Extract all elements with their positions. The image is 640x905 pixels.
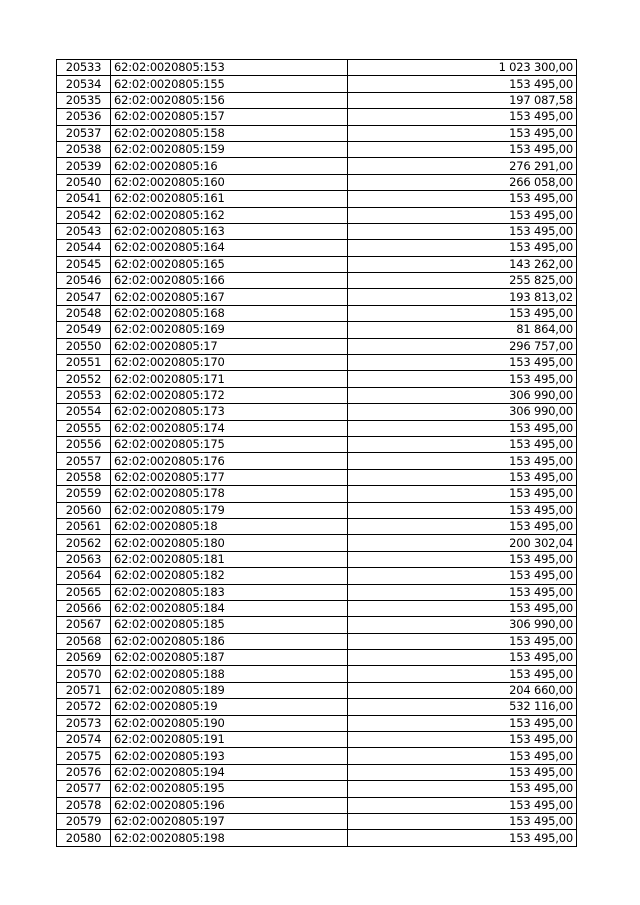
cadastral-number-cell: 62:02:0020805:195 [111,781,348,797]
table-row [57,813,577,829]
table-row [57,92,577,108]
cadastral-number-cell: 62:02:0020805:181 [111,551,348,567]
row-number-cell: 20562 [57,535,111,551]
cadastral-number-cell: 62:02:0020805:189 [111,682,348,698]
cadastral-number-cell: 62:02:0020805:171 [111,371,348,387]
table-row [57,764,577,780]
row-number-cell: 20534 [57,76,111,92]
table-row [57,781,577,797]
cadastral-value-cell: 193 813,02 [348,289,577,305]
cadastral-number-cell: 62:02:0020805:164 [111,240,348,256]
cadastral-value-cell: 153 495,00 [348,715,577,731]
cadastral-number-cell: 62:02:0020805:163 [111,223,348,239]
table-row [57,223,577,239]
cadastral-value-cell: 153 495,00 [348,797,577,813]
cadastral-value-cell: 153 495,00 [348,781,577,797]
table-row [57,174,577,190]
table-row [57,125,577,141]
cadastral-number-cell: 62:02:0020805:177 [111,469,348,485]
table-row [57,436,577,452]
row-number-cell: 20567 [57,617,111,633]
row-number-cell: 20547 [57,289,111,305]
cadastral-number-cell: 62:02:0020805:179 [111,502,348,518]
row-number-cell: 20538 [57,141,111,157]
cadastral-number-cell: 62:02:0020805:161 [111,191,348,207]
cadastral-value-cell: 153 495,00 [348,600,577,616]
cadastral-number-cell: 62:02:0020805:193 [111,748,348,764]
cadastral-value-cell: 153 495,00 [348,633,577,649]
row-number-cell: 20553 [57,387,111,403]
table-row [57,76,577,92]
row-number-cell: 20571 [57,682,111,698]
row-number-cell: 20568 [57,633,111,649]
cadastral-value-cell: 143 262,00 [348,256,577,272]
cadastral-number-cell: 62:02:0020805:18 [111,518,348,534]
cadastral-value-cell: 200 302,04 [348,535,577,551]
cadastral-value-cell: 153 495,00 [348,650,577,666]
table-row [57,355,577,371]
cadastral-value-cell: 204 660,00 [348,682,577,698]
cadastral-number-cell: 62:02:0020805:153 [111,60,348,76]
row-number-cell: 20554 [57,404,111,420]
row-number-cell: 20579 [57,813,111,829]
cadastral-number-cell: 62:02:0020805:185 [111,617,348,633]
table-row [57,469,577,485]
table-row [57,338,577,354]
cadastral-value-cell: 153 495,00 [348,223,577,239]
table-row [57,486,577,502]
cadastral-value-cell: 153 495,00 [348,125,577,141]
cadastral-value-cell: 153 495,00 [348,584,577,600]
row-number-cell: 20537 [57,125,111,141]
cadastral-value-cell: 153 495,00 [348,355,577,371]
row-number-cell: 20573 [57,715,111,731]
cadastral-value-cell: 296 757,00 [348,338,577,354]
table-row [57,158,577,174]
row-number-cell: 20543 [57,223,111,239]
cadastral-value-cell: 306 990,00 [348,617,577,633]
cadastral-value-cell: 306 990,00 [348,387,577,403]
cadastral-number-cell: 62:02:0020805:19 [111,699,348,715]
table-row [57,715,577,731]
table-row [57,633,577,649]
cadastral-number-cell: 62:02:0020805:182 [111,568,348,584]
cadastral-value-cell: 153 495,00 [348,568,577,584]
cadastral-number-cell: 62:02:0020805:187 [111,650,348,666]
table-row [57,535,577,551]
row-number-cell: 20561 [57,518,111,534]
row-number-cell: 20552 [57,371,111,387]
row-number-cell: 20569 [57,650,111,666]
row-number-cell: 20570 [57,666,111,682]
cadastral-value-cell: 153 495,00 [348,207,577,223]
row-number-cell: 20546 [57,273,111,289]
cadastral-value-cell: 153 495,00 [348,76,577,92]
table-row [57,551,577,567]
row-number-cell: 20576 [57,764,111,780]
row-number-cell: 20540 [57,174,111,190]
row-number-cell: 20558 [57,469,111,485]
cadastral-value-cell: 153 495,00 [348,518,577,534]
cadastral-number-cell: 62:02:0020805:191 [111,732,348,748]
cadastral-number-cell: 62:02:0020805:156 [111,92,348,108]
row-number-cell: 20548 [57,305,111,321]
row-number-cell: 20556 [57,436,111,452]
table-row [57,387,577,403]
cadastral-value-cell: 255 825,00 [348,273,577,289]
table-row [57,191,577,207]
table-row [57,256,577,272]
row-number-cell: 20545 [57,256,111,272]
row-number-cell: 20577 [57,781,111,797]
table-row [57,453,577,469]
cadastral-number-cell: 62:02:0020805:159 [111,141,348,157]
table-row [57,404,577,420]
cadastral-number-cell: 62:02:0020805:176 [111,453,348,469]
cadastral-value-cell: 153 495,00 [348,551,577,567]
row-number-cell: 20542 [57,207,111,223]
cadastral-number-cell: 62:02:0020805:178 [111,486,348,502]
cadastral-value-cell: 153 495,00 [348,109,577,125]
cadastral-number-cell: 62:02:0020805:157 [111,109,348,125]
cadastral-number-cell: 62:02:0020805:198 [111,830,348,846]
row-number-cell: 20580 [57,830,111,846]
cadastral-value-cell: 153 495,00 [348,371,577,387]
cadastral-number-cell: 62:02:0020805:194 [111,764,348,780]
table-row [57,322,577,338]
row-number-cell: 20541 [57,191,111,207]
table-row [57,240,577,256]
cadastral-number-cell: 62:02:0020805:184 [111,600,348,616]
row-number-cell: 20550 [57,338,111,354]
row-number-cell: 20549 [57,322,111,338]
cadastral-value-cell: 153 495,00 [348,830,577,846]
table-row [57,584,577,600]
table-body [57,60,577,847]
row-number-cell: 20536 [57,109,111,125]
table-row [57,568,577,584]
table-row [57,371,577,387]
row-number-cell: 20566 [57,600,111,616]
row-number-cell: 20565 [57,584,111,600]
cadastral-value-cell: 532 116,00 [348,699,577,715]
table-row [57,666,577,682]
cadastral-number-cell: 62:02:0020805:17 [111,338,348,354]
table-row [57,109,577,125]
cadastral-number-cell: 62:02:0020805:166 [111,273,348,289]
cadastral-value-cell: 153 495,00 [348,666,577,682]
table-row [57,682,577,698]
row-number-cell: 20575 [57,748,111,764]
table-row [57,797,577,813]
cadastral-value-cell: 153 495,00 [348,420,577,436]
cadastral-value-cell: 276 291,00 [348,158,577,174]
cadastral-number-cell: 62:02:0020805:160 [111,174,348,190]
cadastral-number-cell: 62:02:0020805:186 [111,633,348,649]
cadastral-value-cell: 153 495,00 [348,191,577,207]
cadastral-number-cell: 62:02:0020805:165 [111,256,348,272]
row-number-cell: 20555 [57,420,111,436]
cadastral-value-cell: 266 058,00 [348,174,577,190]
row-number-cell: 20557 [57,453,111,469]
cadastral-value-cell: 153 495,00 [348,813,577,829]
table-row [57,617,577,633]
cadastral-number-cell: 62:02:0020805:155 [111,76,348,92]
cadastral-number-cell: 62:02:0020805:197 [111,813,348,829]
cadastral-value-cell: 153 495,00 [348,436,577,452]
table-row [57,518,577,534]
table-row [57,502,577,518]
cadastral-value-cell: 153 495,00 [348,453,577,469]
cadastral-value-cell: 306 990,00 [348,404,577,420]
cadastral-value-cell: 153 495,00 [348,732,577,748]
row-number-cell: 20574 [57,732,111,748]
cadastral-number-cell: 62:02:0020805:190 [111,715,348,731]
cadastral-value-cell: 153 495,00 [348,240,577,256]
table-row [57,732,577,748]
row-number-cell: 20564 [57,568,111,584]
cadastral-number-cell: 62:02:0020805:175 [111,436,348,452]
cadastral-value-cell: 153 495,00 [348,764,577,780]
cadastral-value-cell: 153 495,00 [348,502,577,518]
cadastral-number-cell: 62:02:0020805:170 [111,355,348,371]
table-row [57,207,577,223]
row-number-cell: 20559 [57,486,111,502]
cadastral-value-cell: 153 495,00 [348,141,577,157]
cadastral-number-cell: 62:02:0020805:162 [111,207,348,223]
table-row [57,830,577,846]
row-number-cell: 20563 [57,551,111,567]
cadastral-number-cell: 62:02:0020805:16 [111,158,348,174]
cadastral-number-cell: 62:02:0020805:183 [111,584,348,600]
row-number-cell: 20572 [57,699,111,715]
table-row [57,420,577,436]
row-number-cell: 20544 [57,240,111,256]
row-number-cell: 20578 [57,797,111,813]
row-number-cell: 20560 [57,502,111,518]
cadastral-number-cell: 62:02:0020805:180 [111,535,348,551]
table-row [57,305,577,321]
row-number-cell: 20539 [57,158,111,174]
cadastral-number-cell: 62:02:0020805:167 [111,289,348,305]
cadastral-value-cell: 153 495,00 [348,748,577,764]
table-row [57,60,577,76]
cadastral-value-cell: 1 023 300,00 [348,60,577,76]
cadastral-value-cell: 153 495,00 [348,469,577,485]
row-number-cell: 20551 [57,355,111,371]
table-row [57,273,577,289]
cadastral-value-cell: 81 864,00 [348,322,577,338]
cadastral-value-cell: 197 087,58 [348,92,577,108]
cadastral-number-cell: 62:02:0020805:188 [111,666,348,682]
table-row [57,289,577,305]
cadastral-value-cell: 153 495,00 [348,305,577,321]
cadastral-value-cell: 153 495,00 [348,486,577,502]
row-number-cell: 20533 [57,60,111,76]
table-row [57,600,577,616]
cadastral-number-cell: 62:02:0020805:158 [111,125,348,141]
cadastral-number-cell: 62:02:0020805:169 [111,322,348,338]
table-row [57,650,577,666]
cadastral-number-cell: 62:02:0020805:174 [111,420,348,436]
row-number-cell: 20535 [57,92,111,108]
cadastral-value-table [56,59,577,847]
table-row [57,141,577,157]
cadastral-number-cell: 62:02:0020805:173 [111,404,348,420]
table-row [57,699,577,715]
cadastral-number-cell: 62:02:0020805:172 [111,387,348,403]
cadastral-number-cell: 62:02:0020805:168 [111,305,348,321]
table-row [57,748,577,764]
cadastral-number-cell: 62:02:0020805:196 [111,797,348,813]
